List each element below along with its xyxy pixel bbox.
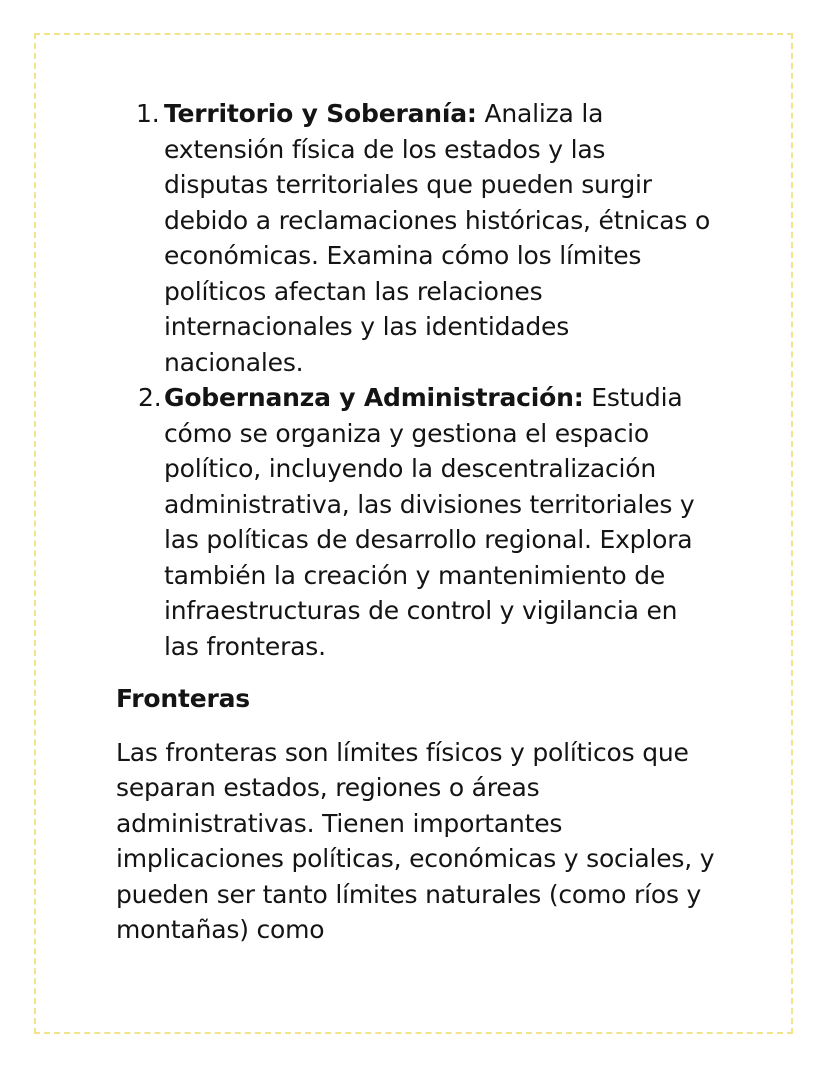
list-item-text: Estudia cómo se organiza y gestiona el espacio político, incluyendo la descentralización administrativa, las divisiones territoriales y las políticas de desarrollo regional. Explora también la creación y mantenimiento de infraestructuras de control y vigilancia en las fronteras. xyxy=(164,383,695,661)
list-item-number: 2. xyxy=(138,383,162,412)
list-item-text: Analiza la extensión física de los estados y las disputas territoriales que pueden surgir debido a reclamaciones históricas, étnicas o económicas. Examina cómo los límites políticos afectan las relaciones internacionales y las identidades nacionales. xyxy=(164,99,711,377)
section-heading: Fronteras xyxy=(116,684,250,713)
list-item xyxy=(116,380,716,664)
list-item-number: 1. xyxy=(136,99,160,128)
section-paragraph: Las fronteras son límites físicos y políticos que separan estados, regiones o áreas administrativas. Tienen importantes implicaciones políticas, económicas y sociales, y pueden ser tanto límites naturales (como ríos y montañas) como xyxy=(116,737,715,944)
list-item-title: Territorio y Soberanía: xyxy=(164,99,477,128)
list-item xyxy=(116,96,716,380)
document-content xyxy=(116,96,716,948)
list-item-title: Gobernanza y Administración: xyxy=(164,383,584,412)
topic-list xyxy=(116,96,716,664)
